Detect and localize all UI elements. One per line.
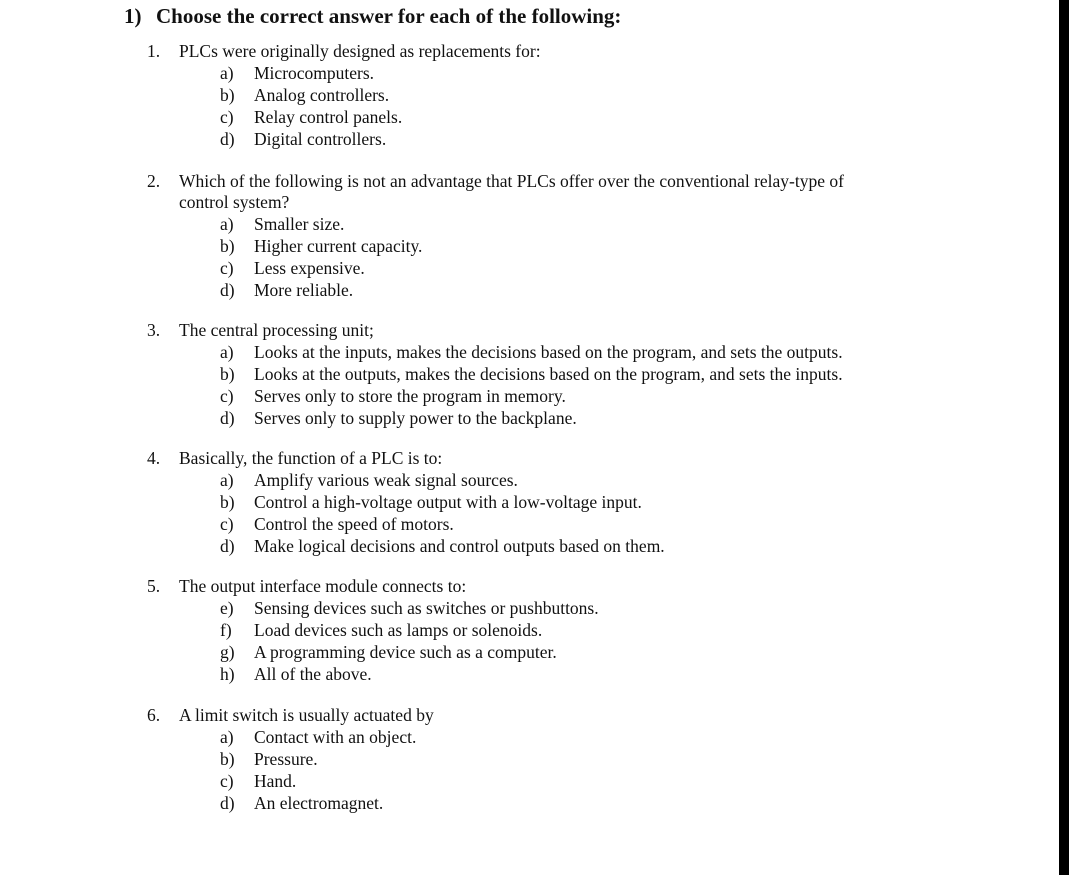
question-6: [147, 705, 434, 814]
option: [220, 535, 665, 557]
option-letter: d): [220, 129, 235, 149]
option-text: Looks at the outputs, makes the decisions based on the program, and sets the inputs.: [254, 364, 843, 384]
option-text: Relay control panels.: [254, 107, 403, 127]
option-text: Control a high-voltage output with a low-voltage input.: [254, 492, 642, 512]
option: [220, 619, 599, 641]
right-edge-strip: [1059, 0, 1069, 875]
question-text: Basically, the function of a PLC is to:: [179, 448, 443, 468]
option-letter: a): [220, 214, 234, 234]
option-letter: b): [220, 364, 235, 384]
option-letter: c): [220, 771, 234, 791]
option: [220, 363, 843, 385]
option-letter: b): [220, 492, 235, 512]
option-text: Digital controllers.: [254, 129, 387, 149]
question-line: [147, 41, 541, 62]
option-text: Less expensive.: [254, 258, 365, 278]
option: [220, 748, 507, 770]
option-letter: c): [220, 107, 234, 127]
section-heading: [124, 4, 621, 29]
option-letter: b): [220, 85, 235, 105]
question-line: [147, 320, 770, 341]
option: [220, 407, 843, 429]
option-letter: g): [220, 642, 235, 662]
section-title: Choose the correct answer for each of the following:: [156, 4, 622, 28]
option-text: Pressure.: [254, 749, 318, 769]
option-text: A programming device such as a computer.: [254, 642, 557, 662]
question-line: [147, 171, 844, 192]
option-letter: d): [220, 280, 235, 300]
question-4: [147, 448, 665, 557]
option: [220, 341, 843, 363]
option: [220, 106, 614, 128]
option: [220, 213, 917, 235]
option-letter: c): [220, 386, 234, 406]
option-text: All of the above.: [254, 664, 372, 684]
question-text: The central processing unit;: [179, 320, 374, 340]
option-text: Looks at the inputs, makes the decisions based on the program, and sets the outputs.: [254, 342, 843, 362]
question-2: [147, 171, 844, 301]
question-number: 3.: [147, 320, 161, 340]
option-text: Higher current capacity.: [254, 236, 423, 256]
option-letter: c): [220, 514, 234, 534]
option: [220, 128, 614, 150]
option: [220, 770, 507, 792]
option-letter: a): [220, 470, 234, 490]
option: [220, 385, 843, 407]
option-text: Sensing devices such as switches or pushbuttons.: [254, 598, 599, 618]
option: [220, 513, 665, 535]
option-letter: c): [220, 258, 234, 278]
question-text: A limit switch is usually actuated by: [179, 705, 434, 725]
option-letter: d): [220, 793, 235, 813]
option: [220, 491, 665, 513]
option: [220, 663, 599, 685]
option: [220, 792, 507, 814]
question-1: [147, 41, 541, 150]
option-letter: d): [220, 408, 235, 428]
question-text: Which of the following is not an advantage that PLCs offer over the conventional relay-type of: [179, 171, 844, 191]
question-number: 6.: [147, 705, 161, 725]
question-3: [147, 320, 843, 429]
option: [220, 235, 917, 257]
option: [220, 726, 507, 748]
option-text: Amplify various weak signal sources.: [254, 470, 518, 490]
option: [220, 62, 614, 84]
option-text: Control the speed of motors.: [254, 514, 454, 534]
question-line: [147, 576, 526, 597]
section-number: 1): [124, 4, 142, 28]
option: [220, 84, 614, 106]
option-letter: a): [220, 63, 234, 83]
option-letter: a): [220, 727, 234, 747]
option-text: Hand.: [254, 771, 297, 791]
question-number: 2.: [147, 171, 161, 191]
option-letter: d): [220, 536, 235, 556]
option-text: Serves only to supply power to the backplane.: [254, 408, 577, 428]
option-text: Analog controllers.: [254, 85, 390, 105]
question-text-continued: control system?: [179, 192, 290, 212]
question-line: [147, 705, 434, 726]
question-5: [147, 576, 599, 685]
option: [220, 641, 599, 663]
option-letter: b): [220, 236, 235, 256]
question-number: 1.: [147, 41, 161, 61]
option: [220, 469, 665, 491]
option: [220, 279, 917, 301]
option-letter: b): [220, 749, 235, 769]
option: [220, 597, 599, 619]
question-line: [147, 448, 592, 469]
question-number: 5.: [147, 576, 161, 596]
option-text: An electromagnet.: [254, 793, 384, 813]
option-text: More reliable.: [254, 280, 354, 300]
option-text: Microcomputers.: [254, 63, 375, 83]
option-text: Smaller size.: [254, 214, 345, 234]
option-text: Contact with an object.: [254, 727, 417, 747]
option-letter: a): [220, 342, 234, 362]
option-letter: e): [220, 598, 234, 618]
option-text: Serves only to store the program in memory.: [254, 386, 566, 406]
option-letter: h): [220, 664, 235, 684]
question-text: The output interface module connects to:: [179, 576, 467, 596]
option-letter: f): [220, 620, 232, 640]
option-text: Make logical decisions and control outputs based on them.: [254, 536, 665, 556]
option: [220, 257, 917, 279]
question-number: 4.: [147, 448, 161, 468]
question-text: PLCs were originally designed as replacements for:: [179, 41, 541, 61]
option-text: Load devices such as lamps or solenoids.: [254, 620, 543, 640]
